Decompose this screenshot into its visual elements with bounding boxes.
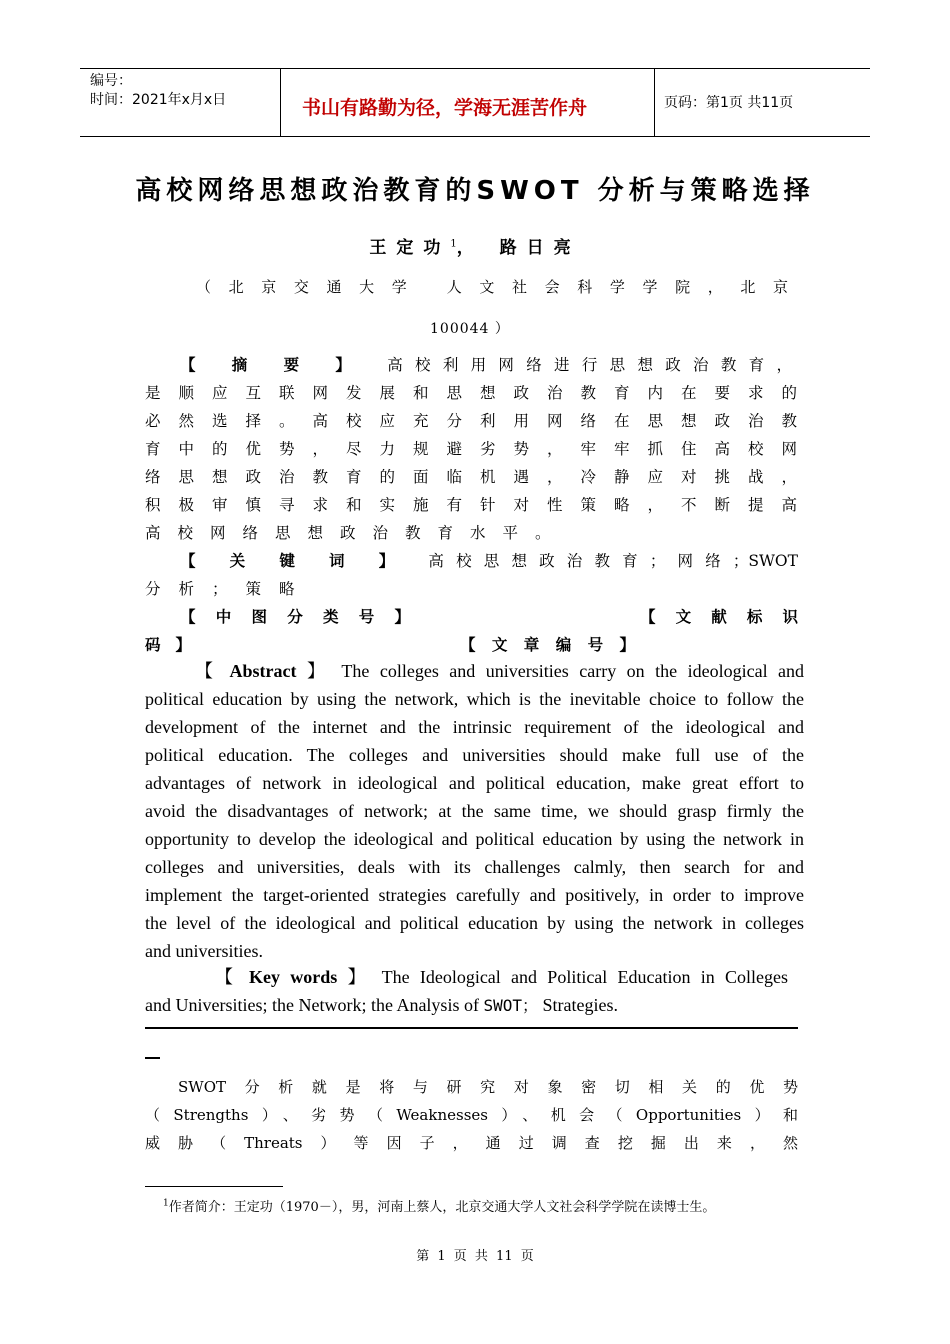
affiliation: （北京交通大学 人文社会科学学院，北京 [196,278,788,296]
doc-code-label: 【文献标识 [640,607,798,626]
abstract-en-line: political education by using the network, which is the inevitable choice to follow the [145,689,804,709]
number-label: 编号： [90,73,132,89]
keywords-en-text: The Ideological and Political Education in Colleges [381,967,789,987]
abstract-cn-line: 积极审慎寻求和实施有针对性策略，不断提高 [145,496,797,514]
abstract-cn-line [180,351,792,379]
doc-code-label-cont: 码】 [145,635,191,654]
author-footnote-marker: 1 [450,238,457,250]
section-divider-tail [145,1057,160,1059]
author-first: 王定功 [369,238,451,258]
postal-code: 100044 ） [430,321,510,337]
abstract-en-line: development of the internet and the intrinsic requirement of the ideological and [145,717,804,737]
abstract-en-text: The colleges and universities carry on the ideological and [341,661,805,681]
header-divider [280,69,281,136]
abstract-en-line: opportunity to develop the ideological and political education by using the network in [145,829,804,849]
paper-title: 高校网络思想政治教育的SWOT 分析与策略选择 [135,176,815,206]
abstract-cn-line: 是顺应互联网发展和思想政治教育内在要求的 [145,384,797,402]
abstract-en-line: political education. The colleges and universities should make full use of the [145,745,804,765]
keywords-en-label: Key words [249,967,338,987]
footnote [163,1196,715,1215]
body-line: 威胁（Threats）等因子，通过调查挖掘出来，然 [145,1134,798,1152]
date-line: 时间：2021年x月x日 [90,92,227,108]
abstract-en-line: and universities. [145,941,263,961]
keywords-en-line [145,991,804,1019]
body-line: （Strengths）、劣势（Weaknesses）、机会（Opportunities）和 [145,1106,798,1124]
footnote-rule [145,1186,283,1187]
abstract-en-line: implement the target-oriented strategies carefully and positively, in order to improve [145,885,804,905]
clc-label: 【中图分类号】 [180,607,410,626]
abstract-en-line: the level of the ideological and political education by using the network in colleges [145,913,804,933]
abstract-en-label: Abstract [229,661,297,681]
abstract-en-line: advantages of network in ideological and political education, make great effort to [145,773,804,793]
keywords-en-text: Strategies. [538,995,618,1015]
footnote-marker: 1 [163,1198,169,1209]
footnote-text: 作者简介：王定功（1970－），男，河南上蔡人，北京交通大学人文社会科学学院在读博士生。 [168,1200,716,1215]
abstract-en-line: colleges and universities, deals with its challenges calmly, then search for and [145,857,804,877]
abstract-cn-line: 络思想政治教育的面临机遇，冷静应对挑战， [145,468,797,486]
body-line: SWOT分析就是将与研究对象密切相关的优势 [178,1078,798,1096]
section-divider [145,1027,798,1030]
motto: 书山有路勤为径，学海无涯苦作舟 [302,97,588,119]
abstract-cn-line: 育中的优势，尽力规避劣势，牢牢抓住高校网 [145,440,797,458]
keywords-en-swot: SWOT； [483,996,538,1015]
keywords-en-line: 【 Key words 】 The Ideological and Political Education in Colleges [215,967,789,988]
page-info: 页码：第1页 共11页 [664,95,794,111]
keywords-cn-label: 【关键词】 [180,551,429,570]
keywords-cn-line [180,547,798,575]
page-number: 第 1 页 共 11 页 [416,1249,534,1264]
article-no-label: 【文章编号】 [460,635,635,654]
author-second: 路日亮 [499,238,581,258]
abstract-cn-label: 【摘要】 [180,355,388,374]
abstract-en-line: avoid the disadvantages of network; at the same time, we should grasp firmly the [145,801,804,821]
abstract-cn-line: 高校网络思想政治教育水平。 [145,524,568,542]
header-meta [90,72,226,110]
document-header [80,68,870,137]
keywords-cn-line: 分析；策略 [145,580,313,598]
author-line [0,233,950,258]
abstract-cn-text: 高校利用网络进行思想政治教育， [387,356,792,374]
keywords-cn-text: 高校思想政治教育；网络；SWOT [428,552,798,570]
abstract-cn-line: 必然选择。高校应充分利用网络在思想政治教 [145,412,797,430]
author-separator: ， [456,238,484,258]
abstract-en-line: 【 Abstract 】 The colleges and universities carry on the ideological and [195,661,805,682]
keywords-en-text: and Universities; the Network; the Analysis of [145,995,484,1015]
header-divider [654,69,655,136]
